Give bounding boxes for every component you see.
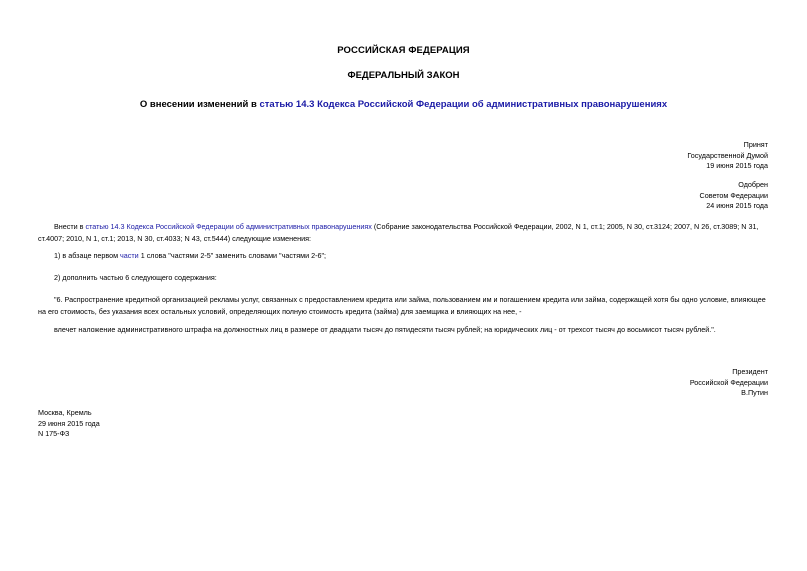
- item1-suffix: 1 слова "частями 2-5" заменить словами "частями 2-6";: [138, 251, 327, 260]
- item-1: [38, 250, 768, 262]
- law-title-prefix: О внесении изменений в: [139, 99, 260, 110]
- item1-prefix: 1) в абзаце первом: [54, 251, 121, 260]
- adoption-block: [687, 140, 768, 172]
- law-title: [0, 99, 807, 110]
- signatory-title: Президент: [732, 367, 768, 376]
- approval-body: Советом Федерации: [699, 190, 768, 200]
- part-link[interactable]: части: [120, 251, 139, 260]
- signing-place: Москва, Кремль: [38, 408, 92, 417]
- approval-date: 24 июня 2015 года: [706, 201, 768, 211]
- footer-block: [38, 408, 100, 440]
- penalty-paragraph: влечет наложение административного штрафа на должностных лиц в размере от двадцати тысяч до пятидесяти тысяч рублей; на юридических лиц - от трехсот тысяч до восьмисот тысяч рублей.".: [54, 325, 716, 334]
- item-2: 2) дополнить частью 6 следующего содержания:: [54, 273, 217, 282]
- law-number: N 175-ФЗ: [38, 429, 70, 439]
- intro-prefix: Внести в: [54, 222, 86, 231]
- adoption-date: 19 июня 2015 года: [706, 161, 768, 171]
- intro-article-link[interactable]: статью 14.3 Кодекса Российской Федерации об административных правонарушениях: [85, 222, 372, 231]
- intro-suffix: (Собрание законодательства Российской Федерации, 2002, N 1, ст.1; 2005, N 30, ст.3124; 2007, N 26, ст.3089; N 31, ст.4007; 2010, N 1, ст.1; 2013, N 30, ст.4033; N 43, ст.5444) следующие изменения:: [38, 222, 759, 243]
- approval-block: [700, 180, 768, 212]
- intro-paragraph: [38, 221, 768, 245]
- signatory-name: В.Путин: [741, 388, 768, 398]
- quote-paragraph: "6. Распространение кредитной организацией рекламы услуг, связанных с предоставлением кредита или займа, пользованием им и погашением кредита или займа, содержащей хотя бы одно условие, влияющее на его стоимость, без указания всех остальных условий, определяющих полную стоимость кредита (займа) для заемщика и влияющих на нее, -: [38, 295, 766, 316]
- doc-type-heading: ФЕДЕРАЛЬНЫЙ ЗАКОН: [347, 70, 460, 81]
- article-link[interactable]: статью 14.3 Кодекса Российской Федерации об административных правонарушениях: [259, 99, 668, 110]
- signatory-country: Российской Федерации: [689, 377, 768, 387]
- adoption-status: Принят: [743, 140, 768, 149]
- country-heading: РОССИЙСКАЯ ФЕДЕРАЦИЯ: [337, 45, 470, 56]
- signing-date: 29 июня 2015 года: [38, 418, 100, 428]
- adoption-body: Государственной Думой: [687, 150, 768, 160]
- signature-block: [690, 367, 768, 399]
- approval-status: Одобрен: [738, 180, 768, 189]
